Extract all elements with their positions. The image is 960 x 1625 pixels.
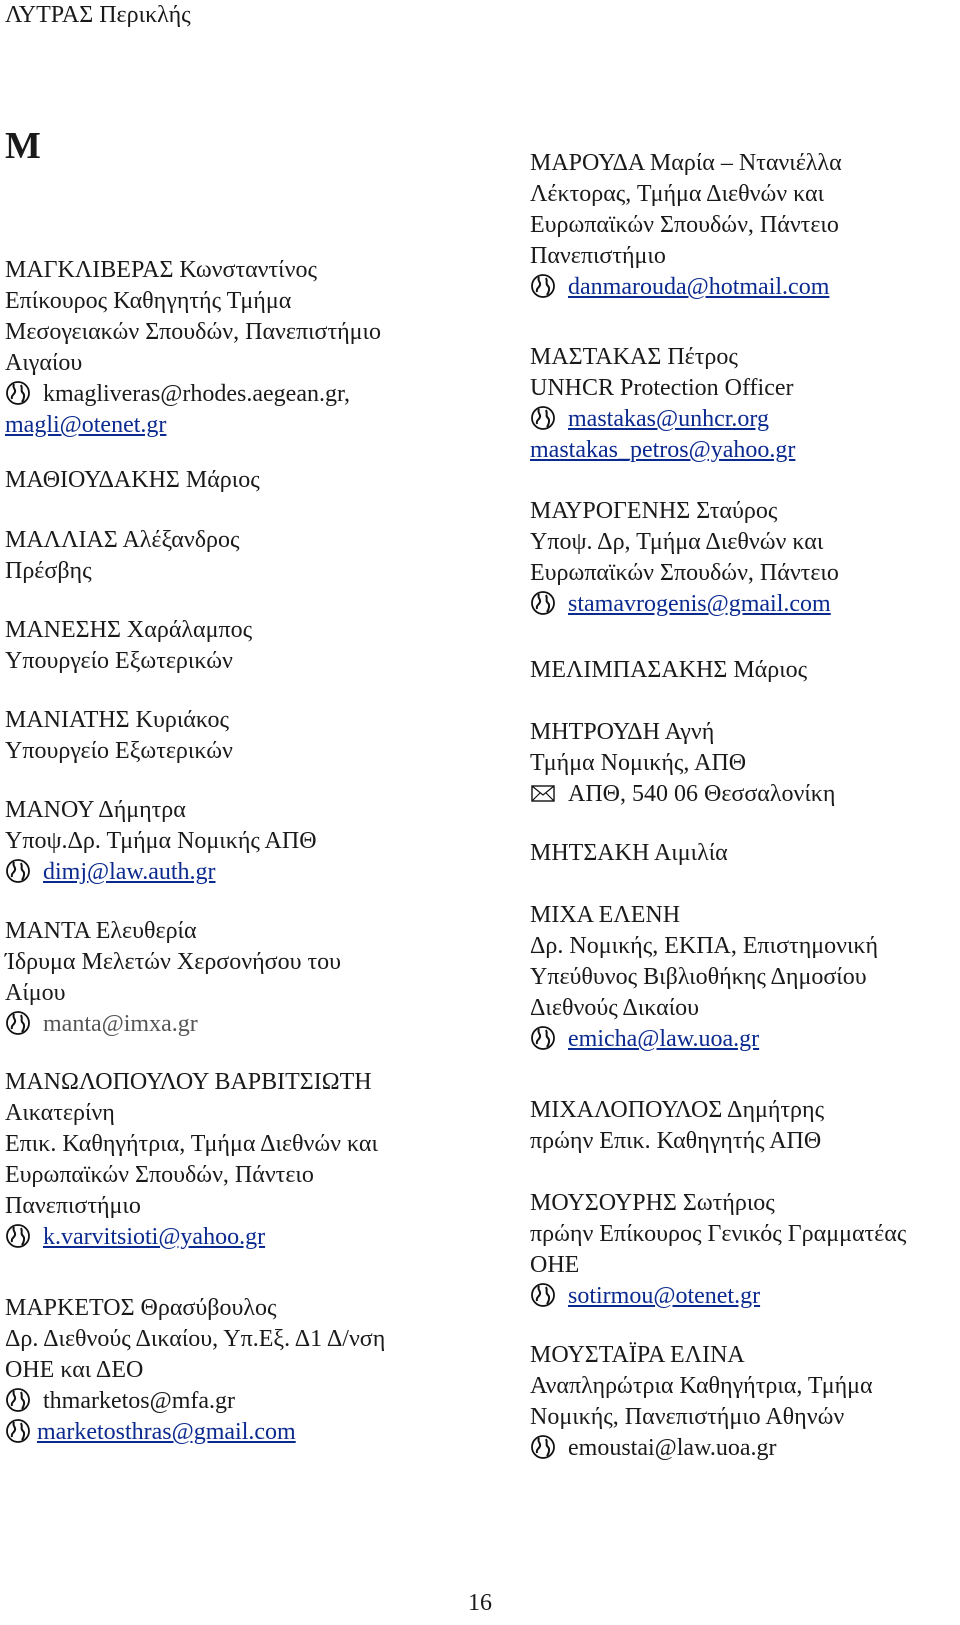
email-link[interactable]: magli@otenet.gr [5, 412, 167, 438]
entry-name: ΜΟΥΣΟΥΡΗΣ Σωτήριος [530, 1190, 775, 1216]
entry-name: ΜΑΡΚΕΤΟΣ Θρασύβουλος [5, 1295, 277, 1321]
email-line [5, 1222, 455, 1253]
address-text: ΑΠΘ, 540 06 Θεσσαλονίκη [568, 781, 836, 807]
email-text[interactable]: kmagliveras@rhodes.aegean.gr, [43, 381, 351, 407]
entry-name: ΜΑΣΤΑΚΑΣ Πέτρος [530, 344, 738, 370]
directory-entry [5, 525, 455, 587]
email-line [530, 1433, 960, 1464]
entry-line: Επίκουρος Καθηγητής Τμήμα [5, 288, 292, 314]
entry-name: ΜΑΘΙΟΥΔΑΚΗΣ Μάριος [5, 467, 260, 493]
directory-entry [530, 838, 960, 869]
globe-icon [530, 273, 558, 297]
entry-line: Αίμου [5, 980, 66, 1006]
address-line [530, 779, 960, 810]
globe-icon [5, 1387, 33, 1411]
entry-line: Αναπληρώτρια Καθηγήτρια, Τμήμα [530, 1373, 873, 1399]
envelope-icon [530, 780, 558, 804]
entry-line: Πανεπιστήμιο [530, 243, 666, 269]
page-number: 16 [468, 1590, 492, 1616]
email-link[interactable]: mastakas@unhcr.org [568, 406, 769, 432]
entry-line: πρώην Επίκουρος Γενικός Γραμματέας [530, 1221, 907, 1247]
email-line [5, 857, 455, 888]
email-line [530, 404, 960, 435]
entry-line: Ευρωπαϊκών Σπουδών, Πάντειο [5, 1162, 314, 1188]
entry-line: Μεσογειακών Σπουδών, Πανεπιστήμιο [5, 319, 381, 345]
entry-name: ΜΗΤΣΑΚΗ Αιμιλία [530, 840, 728, 866]
directory-entry [5, 1067, 455, 1253]
directory-entry [530, 717, 960, 810]
entry-line: Υπεύθυνος Βιβλιοθήκης Δημοσίου [530, 964, 867, 990]
directory-entry [530, 655, 960, 686]
directory-entry [5, 795, 455, 888]
globe-icon [530, 405, 558, 429]
entry-line: ΟΗΕ [530, 1252, 580, 1278]
directory-entry [530, 1095, 960, 1157]
globe-icon [5, 1223, 33, 1247]
entry-line: Ίδρυμα Μελετών Χερσονήσου του [5, 949, 341, 975]
running-head: ΛΥΤΡΑΣ Περικλής [5, 2, 191, 28]
entry-name: ΜΑΥΡΟΓΕΝΗΣ Σταύρος [530, 498, 778, 524]
entry-line: Υποψ.Δρ. Τμήμα Νομικής ΑΠΘ [5, 828, 317, 854]
email-link[interactable]: marketosthras@gmail.com [37, 1419, 296, 1445]
entry-name: ΜΗΤΡΟΥΔΗ Αγνή [530, 719, 715, 745]
directory-entry [5, 615, 455, 677]
email-line [5, 1417, 455, 1448]
entry-line: Υπουργείο Εξωτερικών [5, 738, 233, 764]
entry-line: Διεθνούς Δικαίου [530, 995, 700, 1021]
email-line [5, 379, 455, 410]
globe-icon [5, 1010, 33, 1034]
entry-line: Νομικής, Πανεπιστήμιο Αθηνών [530, 1404, 845, 1430]
globe-icon [5, 380, 33, 404]
email-link[interactable]: k.varvitsioti@yahoo.gr [43, 1224, 266, 1250]
email-line [530, 589, 960, 620]
directory-entry [530, 496, 960, 620]
entry-name: ΜΑΝΟΥ Δήμητρα [5, 797, 186, 823]
email-text[interactable]: emoustai@law.uoa.gr [568, 1435, 777, 1461]
entry-line: Πρέσβης [5, 558, 92, 584]
entry-name: ΜΕΛΙΜΠΑΣΑΚΗΣ Μάριος [530, 657, 808, 683]
entry-name: ΜΑΝΤΑ Ελευθερία [5, 918, 197, 944]
directory-entry [5, 1293, 455, 1448]
entry-name: ΜΑΝΕΣΗΣ Χαράλαμπος [5, 617, 253, 643]
email-link[interactable]: danmarouda@hotmail.com [568, 274, 830, 300]
entry-name: ΜΙΧΑΛΟΠΟΥΛΟΣ Δημήτρης [530, 1097, 825, 1123]
email-link[interactable]: stamavrogenis@gmail.com [568, 591, 831, 617]
globe-icon [530, 590, 558, 614]
globe-icon [530, 1282, 558, 1306]
directory-entry [5, 705, 455, 767]
globe-icon [5, 1418, 33, 1442]
directory-entry [530, 342, 960, 466]
directory-entry [5, 465, 455, 496]
entry-line: Ευρωπαϊκών Σπουδών, Πάντειο [530, 212, 839, 238]
entry-name: ΜΑΝΙΑΤΗΣ Κυριάκος [5, 707, 229, 733]
entry-line: Ευρωπαϊκών Σπουδών, Πάντειο [530, 560, 839, 586]
entry-line: Υποψ. Δρ, Τμήμα Διεθνών και [530, 529, 824, 555]
entry-name: ΜΑΓΚΛΙΒΕΡΑΣ Κωνσταντίνος [5, 257, 317, 283]
entry-line: Τμήμα Νομικής, ΑΠΘ [530, 750, 747, 776]
entry-name: ΜΟΥΣΤΑΪΡΑ ΕΛΙΝΑ [530, 1342, 745, 1368]
entry-line: Αικατερίνη [5, 1100, 115, 1126]
entry-line: Δρ. Διεθνούς Δικαίου, Υπ.Εξ. Δ1 Δ/νση [5, 1326, 386, 1352]
entry-line: Δρ. Νομικής, ΕΚΠΑ, Επιστημονική [530, 933, 879, 959]
entry-line: UNHCR Protection Officer [530, 375, 794, 401]
email-line [530, 272, 960, 303]
email-line [5, 1009, 455, 1040]
entry-line: Αιγαίου [5, 350, 83, 376]
directory-entry [5, 255, 455, 441]
directory-entry [530, 148, 960, 303]
entry-line: ΟΗΕ και ΔΕΟ [5, 1357, 144, 1383]
email-text[interactable]: thmarketos@mfa.gr [43, 1388, 236, 1414]
globe-icon [5, 858, 33, 882]
email-link[interactable]: sotirmou@otenet.gr [568, 1283, 761, 1309]
directory-entry [530, 1188, 960, 1312]
section-letter: M [5, 125, 41, 167]
entry-line: πρώην Επικ. Καθηγητής ΑΠΘ [530, 1128, 822, 1154]
email-line [530, 1024, 960, 1055]
email-link[interactable]: emicha@law.uoa.gr [568, 1026, 760, 1052]
globe-icon [530, 1025, 558, 1049]
entry-name: ΜΑΝΩΛΟΠΟΥΛΟΥ ΒΑΡΒΙΤΣΙΩΤΗ [5, 1069, 372, 1095]
email-text[interactable]: manta@imxa.gr [43, 1011, 198, 1037]
entry-line: Επικ. Καθηγήτρια, Τμήμα Διεθνών και [5, 1131, 378, 1157]
email-link[interactable]: mastakas_petros@yahoo.gr [530, 437, 796, 463]
email-link[interactable]: dimj@law.auth.gr [43, 859, 216, 885]
directory-entry [530, 1340, 960, 1464]
entry-name: ΜΑΛΛΙΑΣ Αλέξανδρος [5, 527, 240, 553]
entry-line: Υπουργείο Εξωτερικών [5, 648, 233, 674]
entry-line: Λέκτορας, Τμήμα Διεθνών και [530, 181, 825, 207]
globe-icon [530, 1434, 558, 1458]
entry-name: ΜΙΧΑ ΕΛΕΝΗ [530, 902, 681, 928]
directory-entry [530, 900, 960, 1055]
email-line [530, 1281, 960, 1312]
entry-name: ΜΑΡΟΥΔΑ Μαρία – Ντανιέλλα [530, 150, 842, 176]
entry-line: Πανεπιστήμιο [5, 1193, 141, 1219]
directory-entry [5, 916, 455, 1040]
email-line [5, 1386, 455, 1417]
